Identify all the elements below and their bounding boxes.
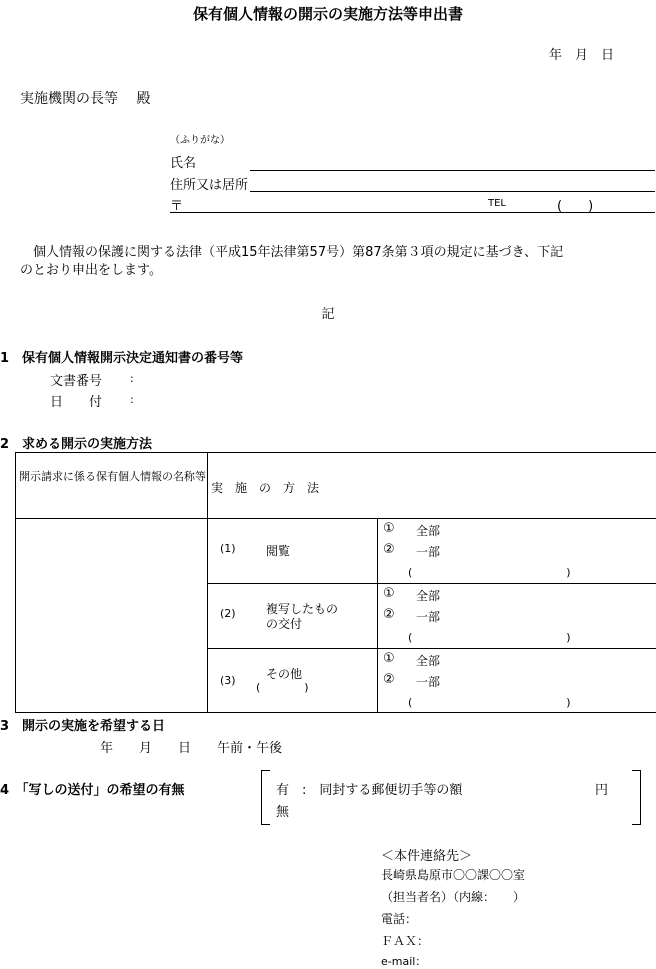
send-no-line[interactable]: 無 bbox=[276, 801, 289, 820]
contact-fax: ＦＡＸ： bbox=[381, 932, 429, 949]
option-all-1[interactable]: 全部 bbox=[416, 522, 440, 539]
name-underline bbox=[250, 170, 655, 171]
section2-heading: 2 求める開示の実施方法 bbox=[0, 433, 152, 452]
info-name-cell[interactable] bbox=[16, 519, 208, 713]
contact-email: e-mail： bbox=[381, 953, 426, 969]
left-bracket bbox=[261, 770, 270, 825]
date-line: 年 月 日 bbox=[549, 44, 614, 63]
section1-heading: 1 保有個人情報開示決定通知書の番号等 bbox=[0, 347, 243, 366]
yen-label: 円 bbox=[595, 779, 608, 798]
method-label-3: その他 bbox=[266, 665, 302, 682]
method-sub-2: の交付 bbox=[266, 615, 302, 632]
page-title: 保有個人情報の開示の実施方法等申出書 bbox=[0, 3, 656, 24]
ki-heading: 記 bbox=[0, 303, 656, 322]
method-table bbox=[15, 452, 656, 713]
address-label: 住所又は居所 bbox=[170, 174, 248, 193]
method-label-2: 複写したもの bbox=[266, 600, 338, 617]
send-yes-line[interactable]: 有 : 同封する郵便切手等の額 bbox=[276, 779, 462, 798]
method-num-1: (1) bbox=[220, 542, 236, 555]
option-part-1[interactable]: 一部 bbox=[416, 543, 440, 560]
section3-heading: 3 開示の実施を希望する日 bbox=[0, 715, 165, 734]
col2-header-cell bbox=[208, 453, 656, 519]
option-mark-1b[interactable]: ② bbox=[383, 542, 395, 557]
contact-dept: 長崎県島原市〇〇課〇〇室 bbox=[381, 866, 525, 883]
col1-header: 開示請求に係る保有個人情報の名称等 bbox=[19, 470, 207, 484]
intro-line-1: 個人情報の保護に関する法律（平成15年法律第57号）第87条第３項の規定に基づき、下記 bbox=[20, 241, 563, 260]
contact-person: （担当者名）（内線： ） bbox=[381, 888, 525, 905]
section4-heading: 4 「写しの送付」の希望の有無 bbox=[0, 779, 185, 798]
addressee: 実施機関の長等 殿 bbox=[20, 88, 150, 108]
contact-phone: 電話： bbox=[381, 910, 417, 927]
method-cell-2 bbox=[208, 584, 378, 649]
contact-title: ＜本件連絡先＞ bbox=[381, 845, 472, 864]
method-cell-1 bbox=[208, 519, 378, 584]
postal-mark: 〒 bbox=[170, 195, 183, 214]
doc-number-colon: : bbox=[130, 372, 134, 385]
option-part-2[interactable]: 一部 bbox=[416, 608, 440, 625]
right-bracket bbox=[632, 770, 641, 825]
option-cell-1 bbox=[378, 519, 656, 584]
option-mark-3a[interactable]: ① bbox=[383, 651, 395, 666]
option-mark-2b[interactable]: ② bbox=[383, 607, 395, 622]
postal-underline bbox=[170, 212, 655, 213]
date-colon: : bbox=[130, 393, 134, 406]
option-all-3[interactable]: 全部 bbox=[416, 652, 440, 669]
doc-number-label: 文書番号 bbox=[50, 370, 102, 389]
date-label: 日 付 bbox=[50, 391, 102, 410]
option-mark-1a[interactable]: ① bbox=[383, 521, 395, 536]
option-mark-3b[interactable]: ② bbox=[383, 672, 395, 687]
option-mark-2a[interactable]: ① bbox=[383, 586, 395, 601]
tel-label: TEL bbox=[488, 198, 506, 209]
address-underline bbox=[250, 191, 655, 192]
col1-header-cell bbox=[16, 453, 208, 519]
name-label: 氏名 bbox=[170, 152, 196, 171]
method-sub-3[interactable]: ( ) bbox=[256, 679, 309, 695]
option-cell-2 bbox=[378, 584, 656, 649]
option-part-3[interactable]: 一部 bbox=[416, 673, 440, 690]
col2-header: 実 施 の 方 法 bbox=[211, 479, 319, 496]
method-num-2: (2) bbox=[220, 607, 236, 620]
tel-parens: ( ) bbox=[557, 195, 593, 214]
furigana-label: （ふりがな） bbox=[170, 131, 230, 146]
section3-date-line: 年 月 日 午前・午後 bbox=[100, 737, 282, 756]
option-paren-2[interactable]: ( ) bbox=[408, 629, 571, 645]
option-paren-3[interactable]: ( ) bbox=[408, 694, 571, 710]
method-cell-3 bbox=[208, 649, 378, 713]
method-num-3: (3) bbox=[220, 674, 236, 687]
option-cell-3 bbox=[378, 649, 656, 713]
intro-line-2: のとおり申出をします。 bbox=[20, 259, 162, 278]
option-paren-1[interactable]: ( ) bbox=[408, 564, 571, 580]
method-label-1: 閲覧 bbox=[266, 542, 290, 559]
option-all-2[interactable]: 全部 bbox=[416, 587, 440, 604]
